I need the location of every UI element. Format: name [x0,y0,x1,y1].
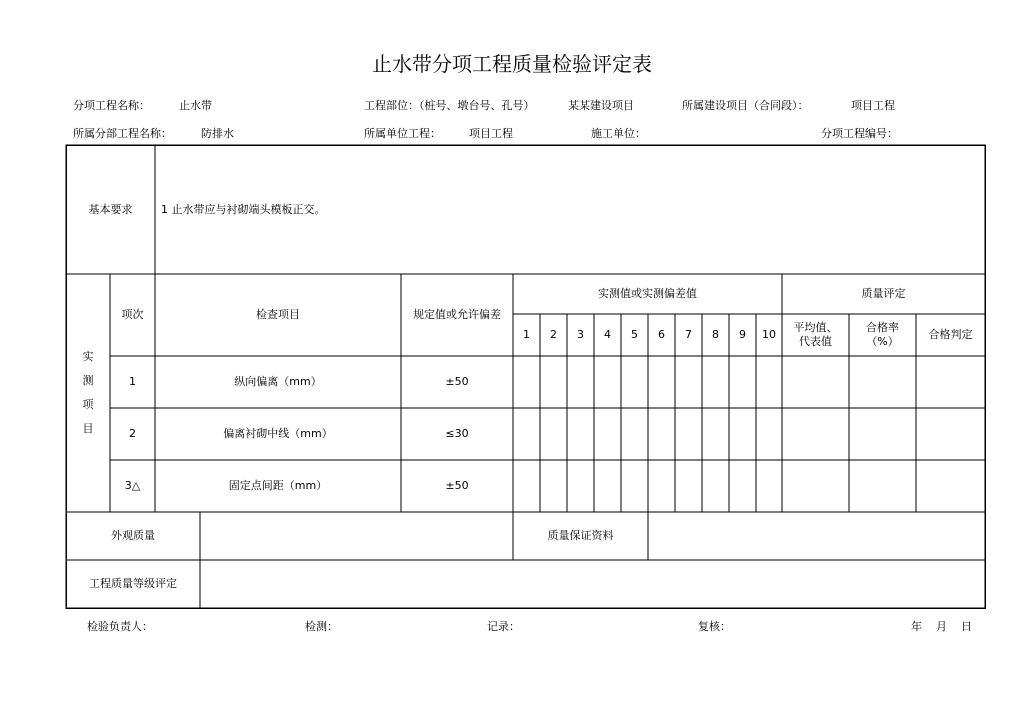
code-label: 分项工程编号： [821,127,898,140]
col-header-average [782,314,849,356]
col-header-pass-rate [849,314,916,356]
measured-label-char: 项 [82,398,94,411]
measured-label-char: 目 [82,422,94,435]
row-index: 2 [129,427,136,440]
measure-num-header: 10 [762,328,776,341]
unit-value: 项目工程 [469,127,513,140]
col-header-spec: 规定值或允许偏差 [413,308,501,321]
measured-items-label [66,274,110,512]
col-header-judgement: 合格判定 [928,328,973,341]
col-header-measured: 实测值或实测偏差值 [598,287,697,300]
measure-num-header: 3 [577,328,584,341]
quality-grade-label: 工程质量等级评定 [89,577,177,590]
measure-num-header: 9 [739,328,746,341]
col-header-pass-rate-line: （%） [866,335,899,348]
row-spec: ≤30 [445,427,469,440]
division-label: 所属分部工程名称： [73,127,172,140]
unit-label: 所属单位工程： [364,127,441,140]
page-title: 止水带分项工程质量检验评定表 [372,52,652,76]
row-item: 偏离衬砌中线（mm） [223,427,333,440]
contractor-label: 施工单位： [591,127,646,140]
appearance-quality-label: 外观质量 [111,529,155,542]
row-index: 1 [129,375,136,388]
measured-label-char: 实 [82,350,94,363]
date-label: 年 月 日 [911,620,972,633]
subitem-name-value: 止水带 [179,99,212,112]
subitem-name-label: 分项工程名称： [73,99,150,112]
col-header-quality: 质量评定 [861,287,906,300]
basic-requirements-label: 基本要求 [88,202,133,216]
measure-num-header: 8 [712,328,719,341]
col-header-index: 项次 [121,308,144,321]
inspector-label: 检验负责人： [87,620,153,633]
measure-num-header: 6 [658,328,665,341]
row-item: 纵向偏离（mm） [234,375,322,388]
col-header-average-line: 代表值 [799,335,832,348]
tester-label: 检测： [305,620,338,633]
row-spec: ±50 [445,375,469,388]
measured-label-char: 测 [82,374,94,387]
project-label: 所属建设项目（合同段）： [682,99,809,112]
measure-num-header: 4 [604,328,611,341]
measure-num-header: 1 [523,328,530,341]
reviewer-label: 复核： [698,620,731,633]
project-value: 项目工程 [851,99,895,112]
row-item: 固定点间距（mm） [228,479,328,492]
col-header-pass-rate-line: 合格率 [866,321,899,334]
location-value: 某某建设项目 [568,99,634,112]
measure-num-header: 2 [550,328,557,341]
division-value: 防排水 [201,127,234,140]
col-header-item: 检查项目 [256,308,300,321]
basic-requirements-text: 1 止水带应与衬砌端头模板正交。 [161,202,326,216]
measure-num-header: 7 [685,328,692,341]
row-index: 3△ [124,479,141,492]
measure-num-header: 5 [631,328,638,341]
row-spec: ±50 [445,479,469,492]
location-label: 工程部位：（桩号、墩台号、孔号） [364,99,535,112]
quality-assurance-label: 质量保证资料 [547,529,614,542]
col-header-average-line: 平均值、 [793,321,838,334]
recorder-label: 记录： [487,620,520,633]
